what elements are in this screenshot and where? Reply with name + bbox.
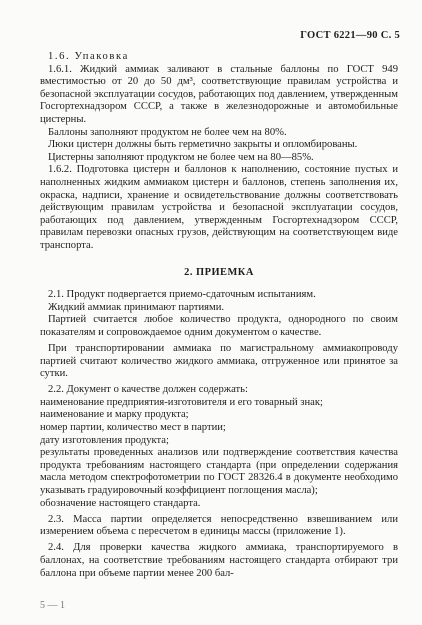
paragraph-1-6-2: 1.6.2. Подготовка цистерн и баллонов к наполнению, состояние пустых и наполненных жидким аммиаком цистерн и баллонов, степень заполнения их, окраска, надписи, хранение и освидетельствование должны соответствовать действующим правилам устройства и безопасной эксплуатации сосудов, работающих под давлением, утвержденным Госгортехнадзором СССР, правилам перевозки опасных грузов, действующим на соответствующем виде транспорта. (40, 164, 398, 251)
paragraph-1-6-1: 1.6.1. Жидкий аммиак заливают в стальные баллоны по ГОСТ 949 вместимостью от 20 до 50 дм³, соответствующие правилам устройства и безопасной эксплуатации сосудов, работающих под давлением, утвержденным Госгортехнадзором СССР, а также в железнодорожные и автомобильные цистерны. (40, 63, 398, 125)
paragraph-1-6-1-hatches: Люки цистерн должны быть герметично закрыты и опломбированы. (48, 139, 358, 151)
paragraph-1-6-1-tanks: Цистерны заполняют продуктом не более чем на 80—85%. (48, 151, 314, 163)
paragraph-2-1-batch: Партией считается любое количество продукта, однородного по своим показателям и сопровождаемое одним документом о качестве. (40, 314, 398, 338)
document-body (40, 51, 398, 584)
list-item: номер партии, количество мест в партии; (40, 422, 226, 434)
paragraph-2-1-pipeline: При транспортировании аммиака по магистральному аммиакопроводу партией считают количество жидкого аммиака, отгруженное или принятое за сутки. (40, 342, 398, 380)
paragraph-1-6-1-ballons: Баллоны заполняют продуктом не более чем на 80%. (48, 126, 287, 138)
paragraph-2-4: 2.4. Для проверки качества жидкого аммиака, транспортируемого в баллонах, на соответствие требованиям настоящего стандарта отбирают три баллона при объеме партии менее 200 бал- (40, 542, 398, 579)
list-item: обозначение настоящего стандарта. (40, 497, 201, 509)
list-item: наименование и марку продукта; (40, 409, 189, 421)
paragraph-2-2: 2.2. Документ о качестве должен содержать: (48, 384, 248, 396)
page-mark: 5 — 1 (40, 600, 65, 611)
paragraph-2-1-lots: Жидкий аммиак принимают партиями. (48, 301, 225, 313)
paragraph-2-1: 2.1. Продукт подвергается приемо-сдаточным испытаниям. (48, 289, 316, 301)
list-item: дату изготовления продукта; (40, 434, 169, 446)
list-item: наименование предприятия-изготовителя и его товарный знак; (40, 396, 323, 408)
paragraph-2-3: 2.3. Масса партии определяется непосредственно взвешиванием или измерением объема с пересчетом в единицы массы (приложение 1). (40, 513, 398, 538)
page-header: ГОСТ 6221—90 С. 5 (300, 30, 400, 41)
list-item: результаты проведенных анализов или подтверждение соответствия качества продукта требованиям настоящего стандарта (при определении содержания масла методом спектрофотометрии по ГОСТ 28326.4 в документе необходимо указывать градуировочный коэффициент поглощения масла); (40, 447, 398, 496)
section-2-title: 2. ПРИЕМКА (184, 266, 254, 278)
section-1-6-heading: 1.6. Упаковка (48, 51, 129, 62)
